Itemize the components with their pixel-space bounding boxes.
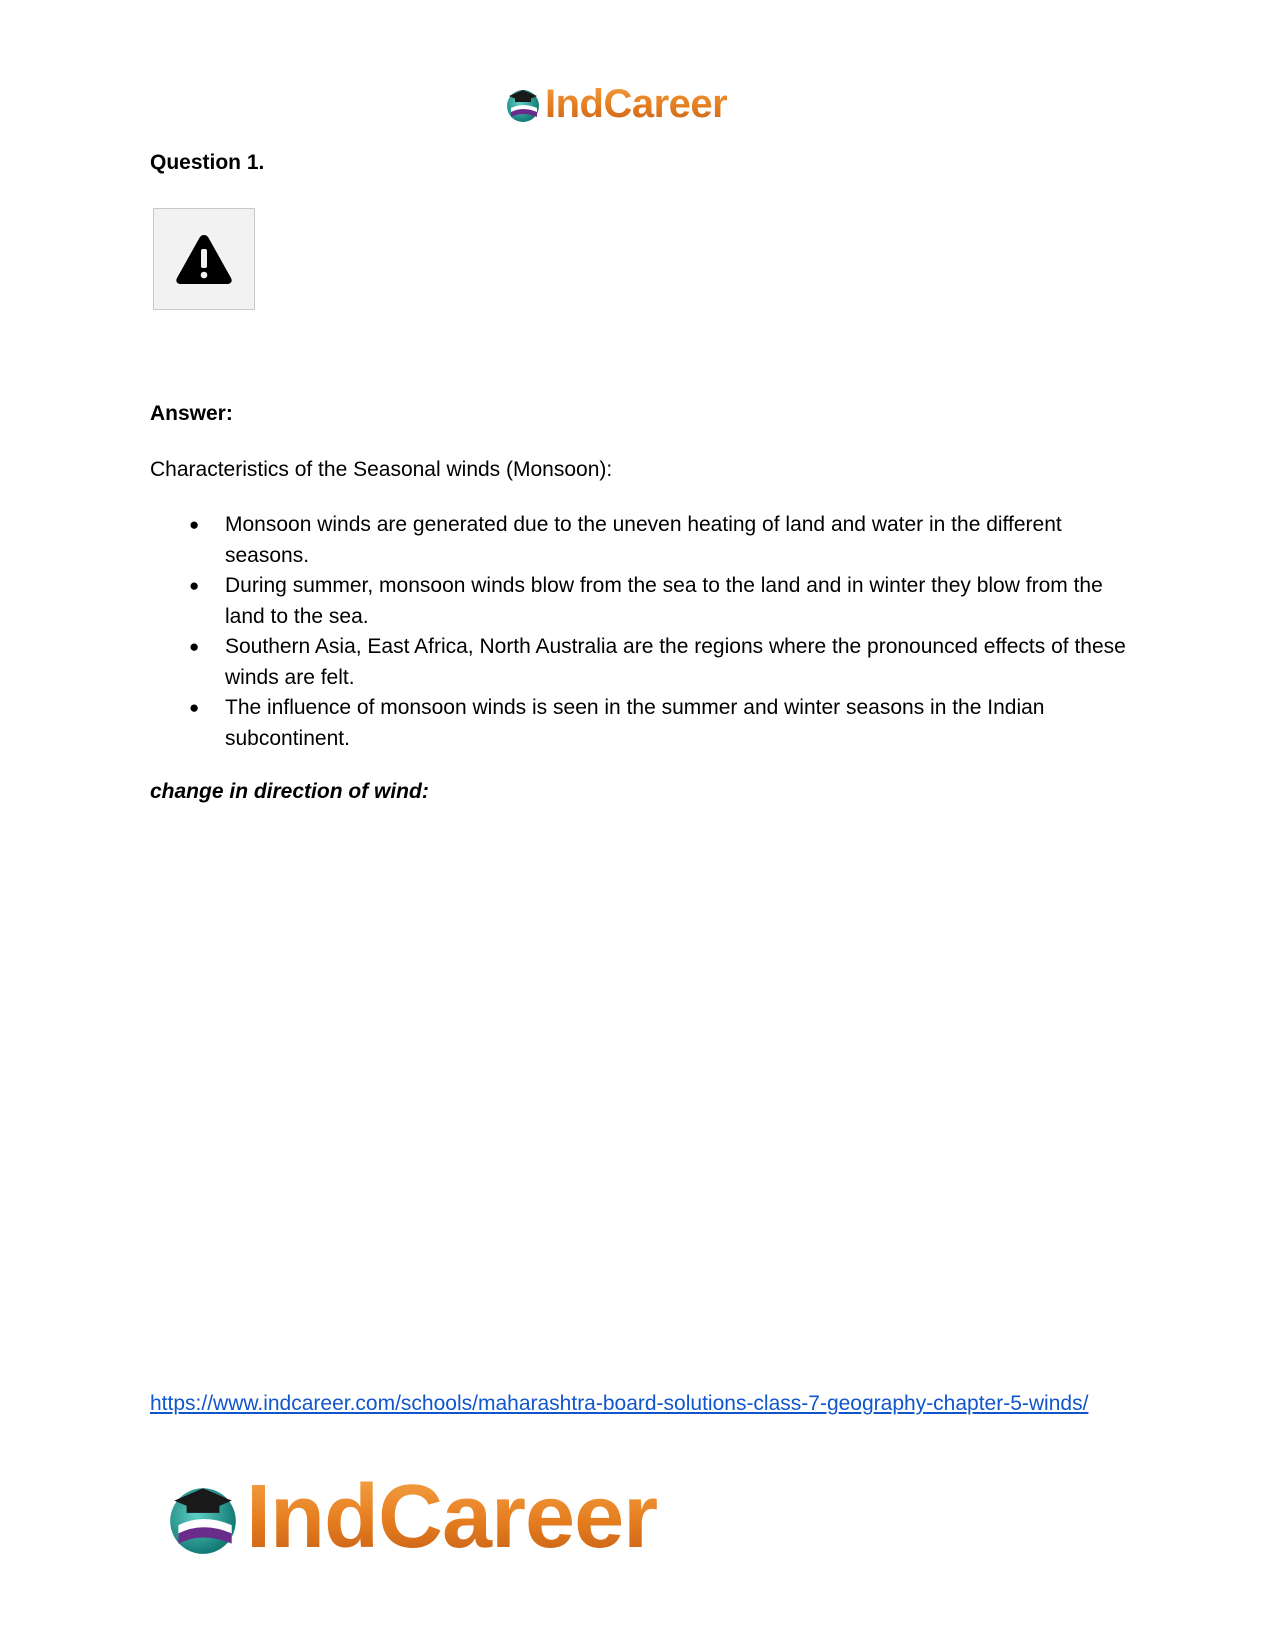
warning-icon — [175, 233, 233, 285]
globe-graduation-cap-icon — [162, 1476, 244, 1558]
logo-text: IndCareer — [545, 82, 728, 126]
broken-image-placeholder — [153, 208, 255, 310]
answer-intro: Characteristics of the Seasonal winds (Monsoon): — [150, 458, 613, 481]
bullet-icon: ● — [189, 698, 200, 717]
question-title: Question 1. — [150, 151, 265, 174]
characteristics-list — [150, 510, 1130, 754]
list-item: ● During summer, monsoon winds blow from the sea to the land and in winter they blow from the land to the sea. — [150, 571, 1130, 632]
globe-graduation-cap-icon — [503, 84, 543, 124]
logo-text: IndCareer — [246, 1467, 658, 1567]
answer-label: Answer: — [150, 402, 233, 425]
subheading: change in direction of wind: — [150, 780, 429, 803]
bullet-icon: ● — [189, 637, 200, 656]
list-item: ● The influence of monsoon winds is seen in the summer and winter seasons in the Indian subcontinent. — [150, 693, 1130, 754]
source-link[interactable]: https://www.indcareer.com/schools/maharashtra-board-solutions-class-7-geography-chapter-5-winds/ — [150, 1392, 1089, 1415]
list-item: ● Monsoon winds are generated due to the uneven heating of land and water in the different seasons. — [150, 510, 1130, 571]
footer-logo — [162, 1467, 658, 1567]
header-logo — [503, 80, 727, 128]
list-item: ● Southern Asia, East Africa, North Australia are the regions where the pronounced effects of these winds are felt. — [150, 632, 1130, 693]
bullet-icon: ● — [189, 576, 200, 595]
bullet-icon: ● — [189, 515, 200, 534]
